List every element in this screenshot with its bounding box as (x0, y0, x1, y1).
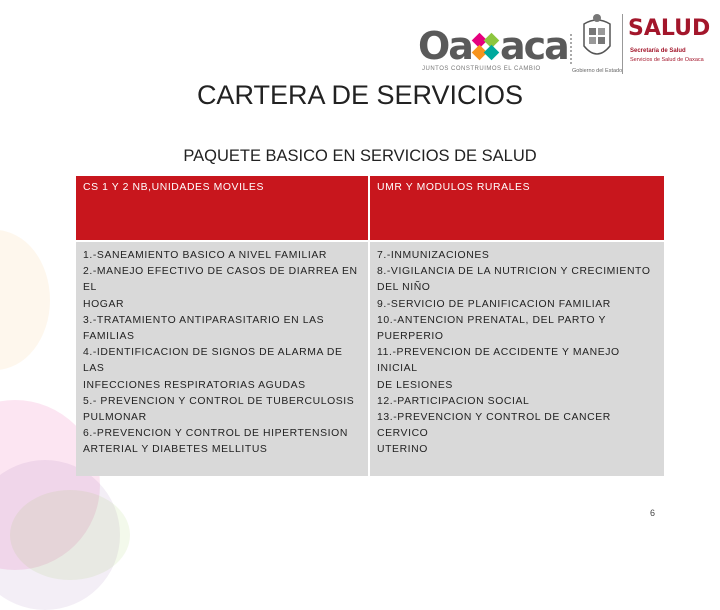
oaxaca-logo: Oa aca (418, 24, 568, 68)
service-line: 6.-PREVENCION Y CONTROL DE HIPERTENSION (83, 428, 348, 440)
oaxaca-tagline: JUNTOS CONSTRUIMOS EL CAMBIO (422, 66, 541, 72)
service-line: 8.-VIGILANCIA DE LA NUTRICION Y CRECIMIENTO (377, 266, 651, 278)
column-header: CS 1 Y 2 NB,UNIDADES MOVILES (76, 176, 370, 240)
service-line: UTERINO (377, 444, 428, 456)
service-line: PUERPERIO (377, 331, 444, 343)
gobierno-label: Gobierno del Estado (572, 68, 623, 74)
state-seal-icon (580, 12, 614, 64)
service-line: 5.- PREVENCION Y CONTROL DE TUBERCULOSIS (83, 395, 355, 407)
service-line: 2.-MANEJO EFECTIVO DE CASOS DE DIARREA EN EL (83, 266, 358, 294)
service-line: 1.-SANEAMIENTO BASICO A NIVEL FAMILIAR (83, 250, 327, 261)
salud-secretaria: Secretaría de Salud (630, 48, 686, 54)
salud-servicios: Servicios de Salud de Oaxaca (630, 57, 704, 63)
service-line: 4.-IDENTIFICACION DE SIGNOS DE ALARMA DE LAS (83, 347, 343, 375)
service-line: ARTERIAL Y DIABETES MELLITUS (83, 444, 268, 456)
services-list-col2 (370, 240, 664, 476)
decorative-circle-green (10, 490, 130, 580)
divider-line (622, 14, 623, 74)
page-subtitle: PAQUETE BASICO EN SERVICIOS DE SALUD (183, 147, 537, 165)
decorative-circle-orange (0, 230, 50, 370)
column-header: UMR Y MODULOS RURALES (370, 176, 664, 240)
service-line: 7.-INMUNIZACIONES (377, 250, 490, 261)
service-line: INFECCIONES RESPIRATORIAS AGUDAS (83, 379, 306, 391)
services-list-col1 (76, 240, 370, 476)
divider-dots (570, 34, 574, 64)
service-line: HOGAR (83, 298, 125, 310)
service-line: FAMILIAS (83, 331, 135, 343)
salud-logo: SALUD (628, 16, 711, 41)
service-line: DE LESIONES (377, 379, 453, 391)
page-number: 6 (650, 508, 656, 518)
service-line: 3.-TRATAMIENTO ANTIPARASITARIO EN LAS (83, 314, 325, 326)
service-line: 11.-PREVENCION DE ACCIDENTE Y MANEJO INICIAL (377, 347, 620, 375)
table-header-row (76, 176, 664, 240)
services-table (76, 176, 664, 476)
page-title: CARTERA DE SERVICIOS (196, 80, 524, 110)
service-line: 12.-PARTICIPACION SOCIAL (377, 395, 530, 407)
oaxaca-x-mark (472, 31, 500, 61)
service-line: 9.-SERVICIO DE PLANIFICACION FAMILIAR (377, 298, 611, 310)
header-logos (412, 10, 712, 84)
service-line: 10.-ANTENCION PRENATAL, DEL PARTO Y (377, 314, 607, 326)
table-row (76, 240, 664, 476)
service-line: 13.-PREVENCION Y CONTROL DE CANCER CERVICO (377, 412, 611, 440)
service-line: DEL NIÑO (377, 282, 431, 294)
service-line: PULMONAR (83, 412, 147, 424)
